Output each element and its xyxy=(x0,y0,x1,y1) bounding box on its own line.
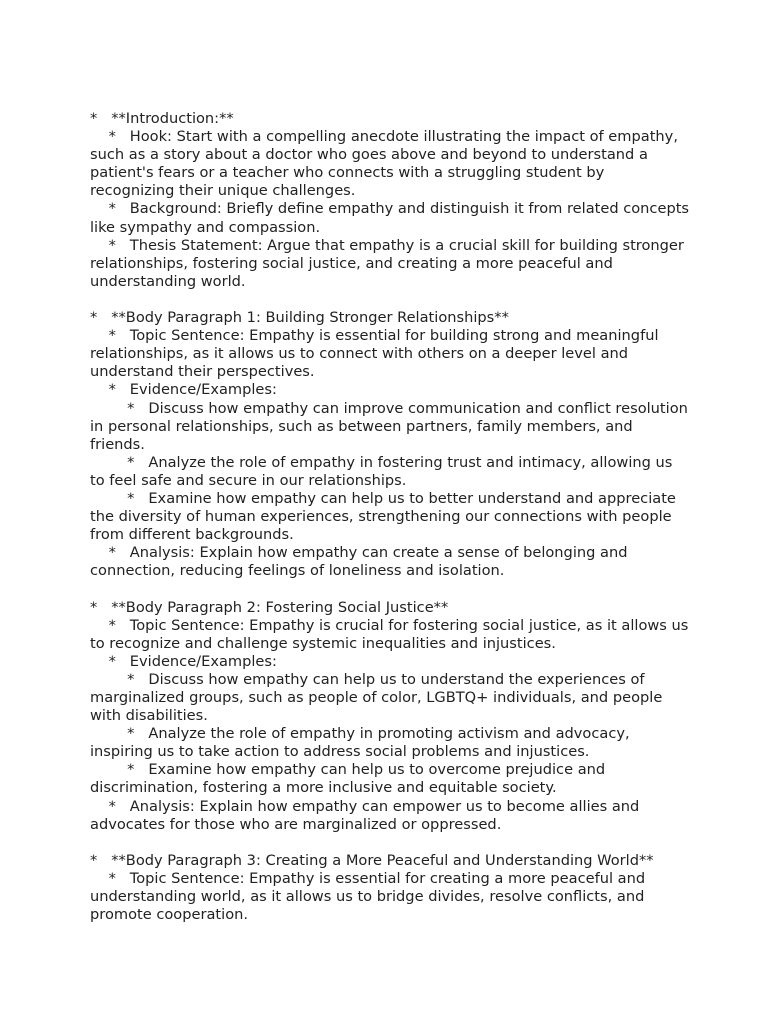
bullet-item: * Topic Sentence: Empathy is essential for creating a more peaceful and understanding world, as it allows us to bridge divides, resolve conflicts, and promote cooperation. xyxy=(90,869,650,924)
bullet-item: * Hook: Start with a compelling anecdote illustrating the impact of empathy, such as a story about a doctor who goes above and beyond to understand a patient's fears or a teacher who connects with a struggling student by recognizing their unique challenges. xyxy=(90,128,683,200)
sub-bullet-item: * Examine how empathy can help us to overcome prejudice and discrimination, fostering a more inclusive and equitable society. xyxy=(90,761,610,797)
sub-bullet-item: * Analyze the role of empathy in fostering trust and intimacy, allowing us to feel safe and secure in our relationships. xyxy=(90,453,678,489)
paragraph-gap xyxy=(90,291,690,309)
sub-bullet-item: * Discuss how empathy can help us to understand the experiences of marginalized groups, such as people of color, LGBTQ+ individuals, and people with disabilities. xyxy=(90,670,667,725)
section-heading: * **Introduction:** xyxy=(90,110,234,127)
document-page xyxy=(90,110,694,924)
section-body-paragraph-2 xyxy=(90,598,694,834)
bullet-item: * Background: Briefly define empathy and distinguish it from related concepts like sympathy and compassion. xyxy=(90,200,694,236)
sub-bullet-item: * Analyze the role of empathy in promoting activism and advocacy, inspiring us to take action to address social problems and injustices. xyxy=(90,725,635,761)
bullet-item: * Analysis: Explain how empathy can create a sense of belonging and connection, reducing feelings of loneliness and isolation. xyxy=(90,544,633,580)
bullet-item: * Evidence/Examples: xyxy=(90,652,277,670)
paragraph-gap xyxy=(90,580,690,598)
sub-bullet-item: * Discuss how empathy can improve communication and conflict resolution in personal relationships, such as between partners, family members, and friends. xyxy=(90,399,693,453)
section-heading: * **Body Paragraph 3: Creating a More Peaceful and Understanding World** xyxy=(90,851,654,869)
bullet-item: * Topic Sentence: Empathy is crucial for fostering social justice, as it allows us to recognize and challenge systemic inequalities and injustices. xyxy=(90,616,694,652)
bullet-item: * Thesis Statement: Argue that empathy is a crucial skill for building stronger relationships, fostering social justice, and creating a more peaceful and understanding world. xyxy=(90,236,689,290)
section-heading: * **Body Paragraph 1: Building Stronger Relationships** xyxy=(90,309,509,327)
sub-bullet-item: * Examine how empathy can help us to better understand and appreciate the diversity of human experiences, strengthening our connections with people from different backgrounds. xyxy=(90,489,681,544)
section-introduction xyxy=(90,110,694,291)
paragraph-gap xyxy=(90,834,690,852)
section-heading: * **Body Paragraph 2: Fostering Social Justice** xyxy=(90,598,449,616)
bullet-item: * Topic Sentence: Empathy is essential for building strong and meaningful relationships, as it allows us to connect with others on a deeper level and understand their perspectives. xyxy=(90,327,664,381)
bullet-item: * Evidence/Examples: xyxy=(90,381,277,399)
bullet-item: * Analysis: Explain how empathy can empower us to become allies and advocates for those who are marginalized or oppressed. xyxy=(90,797,644,833)
section-body-paragraph-3 xyxy=(90,852,690,924)
section-body-paragraph-1 xyxy=(90,309,693,580)
